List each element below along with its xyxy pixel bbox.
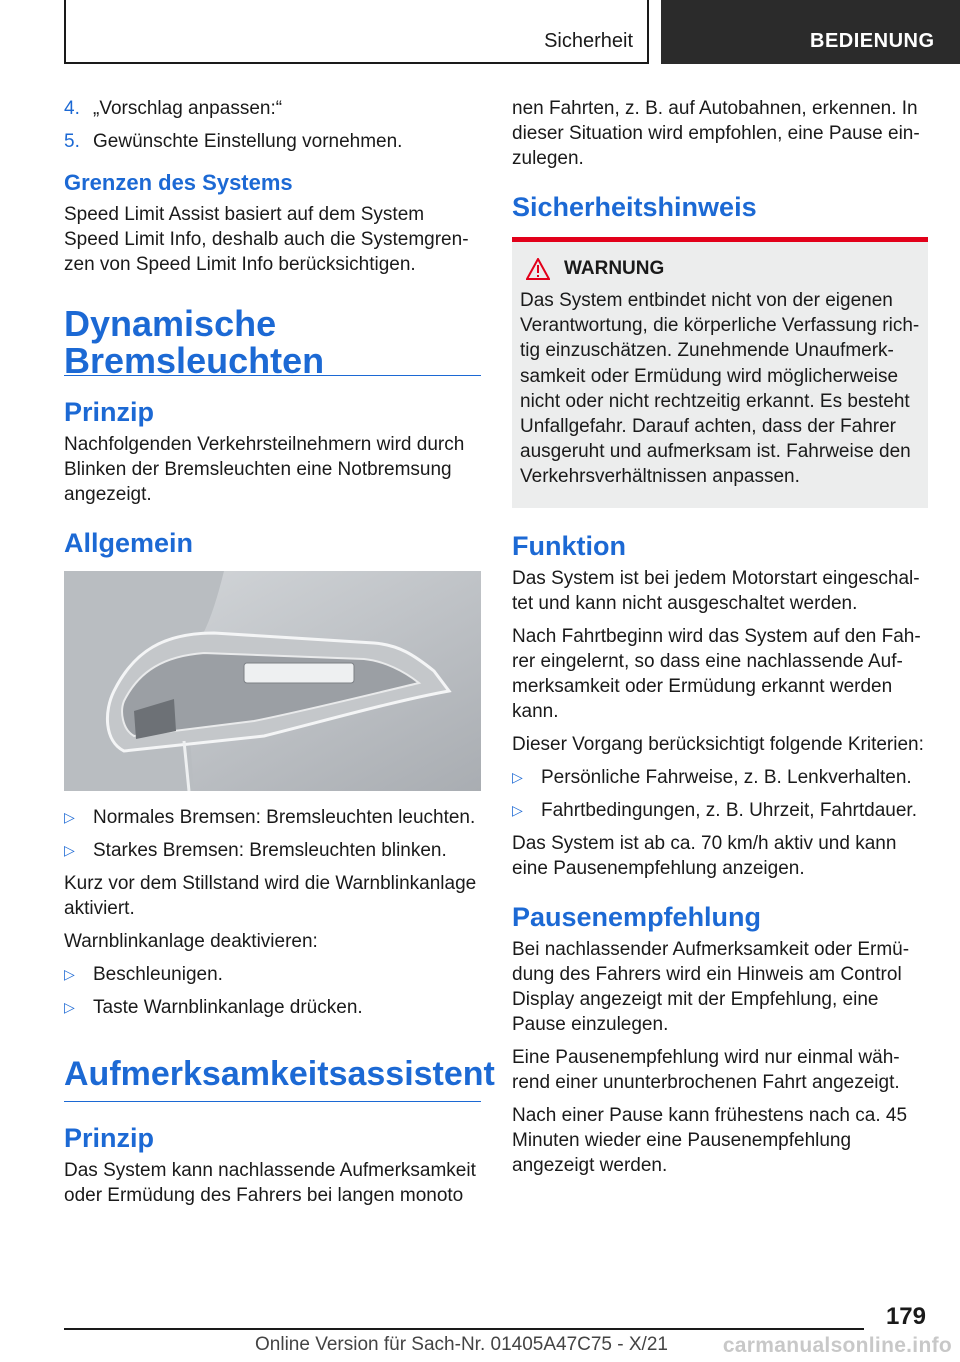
warning-text: Das System entbindet nicht von der eigenen Verantwortung, die körperliche Verfassung richtig einzuschätzen. Zunehmende Unaufmerksamkeit oder Ermüdung wird möglicherweise nicht oder nicht rechtzeitig erkannt. Es besteht Unfallgefahr. Darauf achten, dass der Fahrer ausgeruht und aufmerksam ist. Fahrweise den Verkehrsverhältnissen anpassen.	[520, 290, 920, 488]
page-number: 179	[885, 1303, 926, 1330]
header-chapter-tab	[661, 0, 960, 64]
brake-light-illustration	[64, 571, 481, 791]
step-text: Gewünschte Einstellung vornehmen.	[93, 131, 403, 152]
bullet-text: Fahrtbedingungen, z. B. Uhrzeit, Fahrtdauer.	[541, 799, 917, 821]
pause-text-3: Nach einer Pause kann frühestens nach ca. 45 Minuten wieder eine Pausenempfehlung angezeigt werden.	[512, 1104, 908, 1176]
page-header	[0, 0, 960, 66]
safety-heading: Sicherheitshinweis	[512, 192, 757, 222]
bullet-text: Beschleunigen.	[93, 964, 223, 985]
warning-box	[512, 237, 928, 508]
bullet-icon: ▷	[512, 801, 523, 818]
pause-text-2: Eine Pausenempfehlung wird nur einmal während einer ununterbrochenen Fahrt angezeigt.	[512, 1046, 900, 1093]
pause-text-1: Bei nachlassender Aufmerksamkeit oder Ermüdung des Fahrers wird ein Hinweis am Control Display angezeigt mit der Empfehlung, eine Pause einzulegen.	[512, 938, 910, 1035]
bullet-text: Normales Bremsen: Bremsleuchten leuchten.	[93, 807, 476, 828]
limits-text: Speed Limit Assist basiert auf dem System Speed Limit Info, deshalb auch die Systemgrenzen von Speed Limit Info berücksichtigen.	[64, 204, 469, 275]
online-version-note: Online Version für Sach-Nr. 01405A47C75 - X/21	[255, 1334, 668, 1355]
function-text-2: Nach Fahrtbeginn wird das System auf den Fahrer eingelernt, so dass eine nachlassende Aufmerksamkeit oder Ermüdung erkannt werden kann.	[512, 625, 921, 722]
step-number: 5.	[64, 131, 80, 152]
bullet-text: Starkes Bremsen: Bremsleuchten blinken.	[93, 840, 447, 861]
bullet-icon: ▷	[512, 768, 523, 785]
brake-principle-heading: Prinzip	[64, 397, 155, 427]
brake-general-heading: Allgemein	[64, 528, 194, 558]
attention-principle-text: Das System kann nachlassende Aufmerksamkeit oder Ermüdung des Fahrers bei langen monoto	[64, 1160, 476, 1206]
warning-label: WARNUNG	[564, 258, 665, 279]
tail-light-drawing	[64, 571, 481, 791]
attention-assistant-title: Aufmerksamkeitsassistent	[64, 1056, 481, 1102]
bullet-icon: ▷	[64, 966, 75, 982]
function-text-3: Dieser Vorgang berücksichtigt folgende Kriterien:	[512, 733, 924, 755]
function-text-1: Das System ist bei jedem Motorstart eingeschaltet und kann nicht ausgeschaltet werden.	[512, 567, 920, 614]
header-chapter-label: BEDIENUNG	[810, 30, 935, 52]
limits-heading: Grenzen des Systems	[64, 170, 293, 195]
hazard-activation-text: Kurz vor dem Stillstand wird die Warnblinkanlage aktiviert.	[64, 873, 477, 919]
list-item	[64, 805, 481, 830]
hazard-deactivate-text: Warnblinkanlage deaktivieren:	[64, 931, 318, 952]
step-item	[64, 96, 481, 121]
warning-triangle-icon	[526, 258, 550, 280]
footer-rule	[64, 1328, 864, 1330]
right-column	[512, 96, 928, 1186]
attention-principle-heading: Prinzip	[64, 1123, 155, 1153]
list-item	[512, 798, 928, 823]
warning-header	[520, 258, 920, 280]
header-section-label: Sicherheit	[544, 30, 633, 52]
header-section-box	[64, 0, 649, 64]
bullet-text: Persönliche Fahrweise, z. B. Lenkverhalten.	[541, 766, 912, 788]
bullet-icon: ▷	[64, 809, 75, 825]
bullet-text: Taste Warnblinkanlage drücken.	[93, 997, 363, 1018]
brake-principle-text: Nachfolgenden Verkehrsteilnehmern wird durch Blinken der Bremsleuchten eine Notbremsung angezeigt.	[64, 434, 465, 505]
list-item	[512, 765, 928, 790]
brake-lights-title: Dynamische Bremsleuchten	[64, 303, 325, 381]
pause-heading: Pausenempfehlung	[512, 901, 762, 932]
list-item	[64, 995, 481, 1020]
list-item	[64, 838, 481, 863]
bullet-icon: ▷	[64, 999, 75, 1015]
left-column	[64, 96, 495, 1216]
function-text-4: Das System ist ab ca. 70 km/h aktiv und kann eine Pausenempfehlung anzeigen.	[512, 832, 897, 879]
function-heading: Funktion	[512, 530, 626, 561]
list-item	[64, 962, 481, 987]
watermark: carmanualsonline.info	[722, 1334, 952, 1357]
step-number: 4.	[64, 98, 80, 119]
step-text: „Vorschlag anpassen:“	[93, 98, 283, 119]
bullet-icon: ▷	[64, 842, 75, 858]
step-item	[64, 129, 481, 154]
continued-text: nen Fahrten, z. B. auf Autobahnen, erkennen. In dieser Situation wird empfohlen, eine Pause einzulegen.	[512, 98, 920, 169]
